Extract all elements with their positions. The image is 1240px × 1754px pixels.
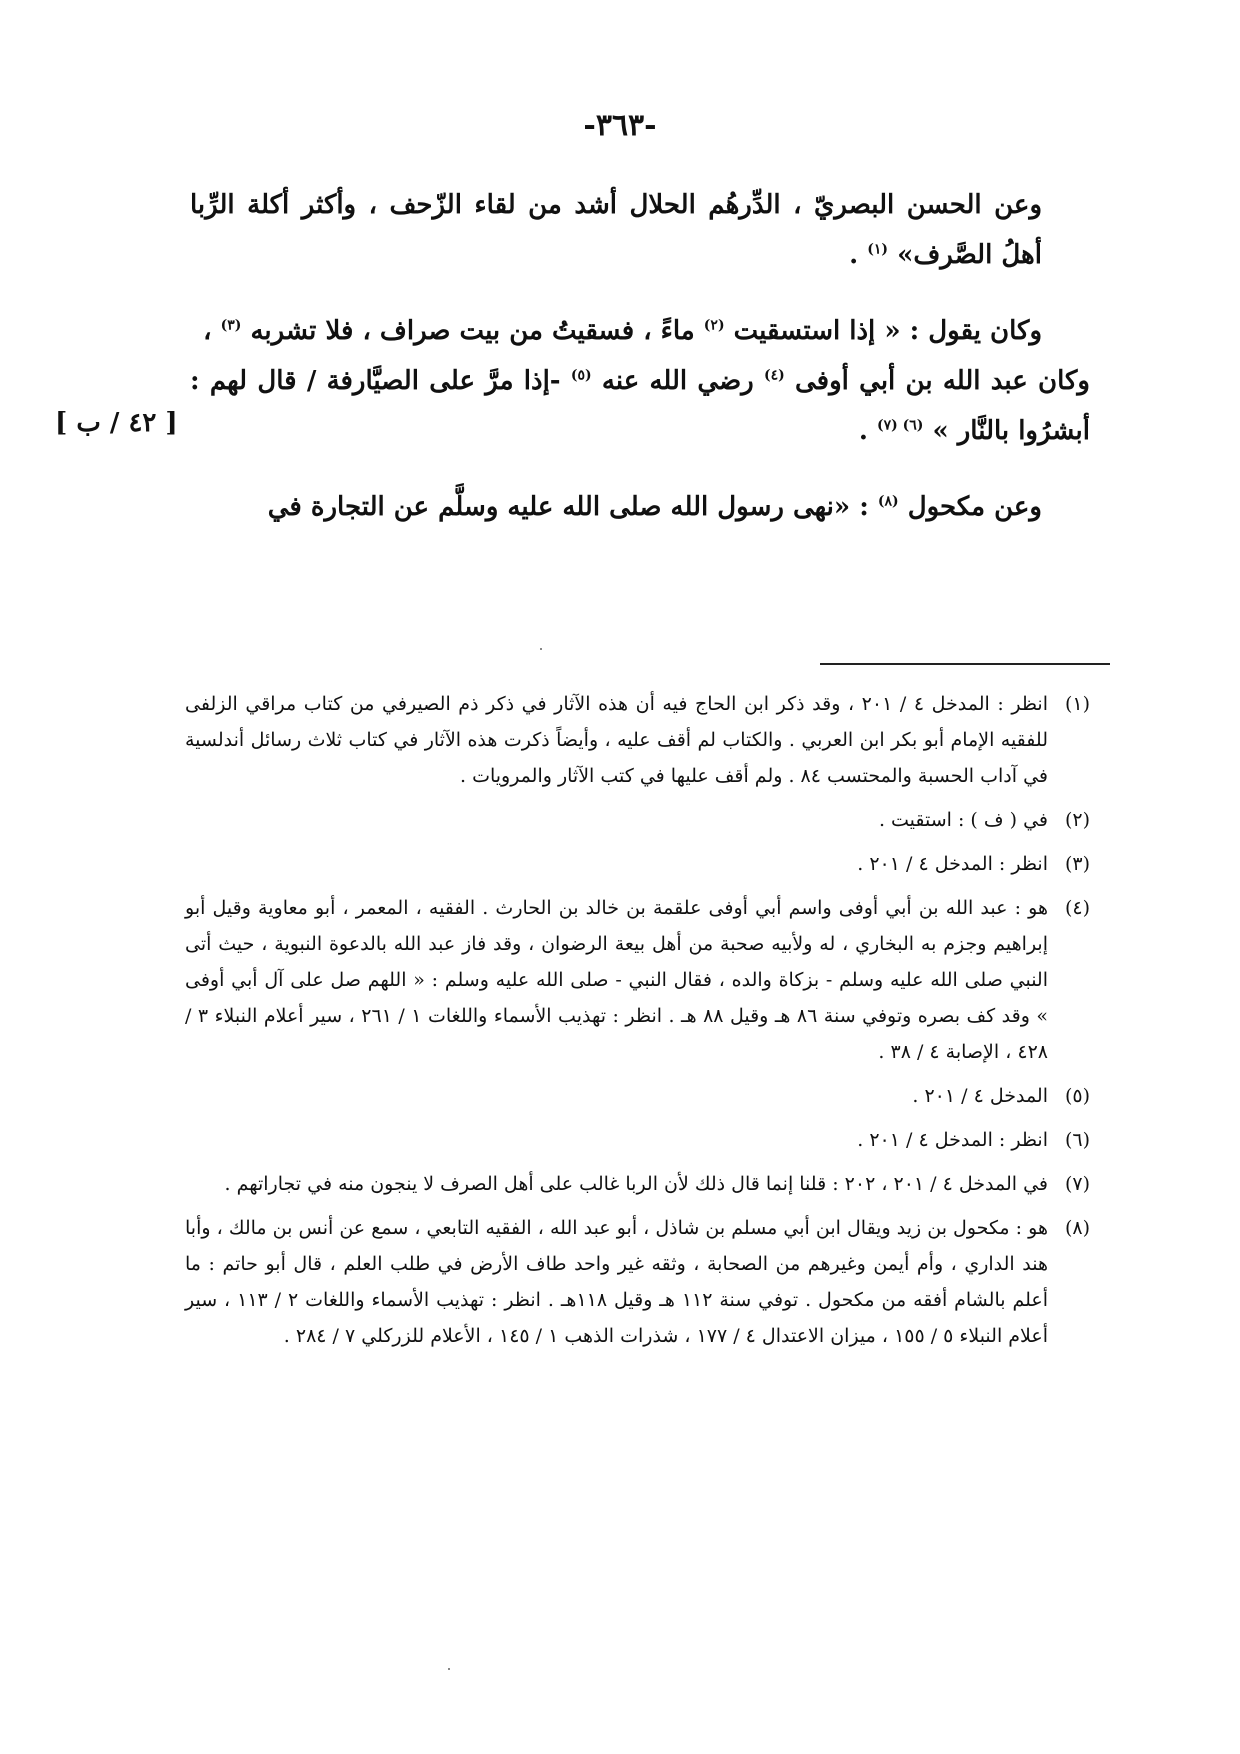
paragraph-text: وكان يقول : « إذا استسقيت (733, 316, 1042, 346)
punctuation: . (858, 416, 877, 446)
manuscript-folio-marker: [ ٤٢ / ب ] (55, 408, 178, 438)
paragraph-saying (190, 306, 1090, 356)
paragraph-text: : «نهى رسول الله صلى الله عليه وسلَّم عن التجارة في (267, 492, 878, 522)
punctuation: . (849, 240, 868, 270)
paragraph-text: ماءً ، فسقيتُ من بيت صراف ، فلا تشربه (250, 316, 704, 346)
footnote-number: (٦) (1064, 1129, 1090, 1151)
footnote-text: في ( ف ) : استقيت . (878, 809, 1048, 831)
footnote-number: (٨) (1064, 1217, 1090, 1239)
footnote-text: المدخل ٤ / ٢٠١ . (912, 1085, 1048, 1107)
main-text (190, 180, 1090, 558)
scan-speck (448, 1668, 450, 1670)
footnote-text: في المدخل ٤ / ٢٠١ ، ٢٠٢ : قلنا إنما قال ذلك لأن الربا غالب على أهل الصرف لا ينجون منه في تجاراتهم . (224, 1173, 1048, 1195)
paragraph-text: وكان عبد الله بن أبي أوفى (795, 366, 1090, 396)
footnote (185, 1166, 1090, 1202)
paragraph-makhul (190, 482, 1090, 532)
footnote-ref: (٣) (220, 317, 242, 334)
paragraph-text: -إذا مرَّ على الصيَّارفة / قال لهم : أبشرُوا بالنَّار » (190, 366, 1090, 446)
paragraph-text: وعن مكحول (907, 492, 1042, 522)
footnote (185, 890, 1090, 1070)
footnote-text: هو : مكحول بن زيد ويقال ابن أبي مسلم بن شاذل ، أبو عبد الله ، الفقيه التابعي ، سمع عن أنس بن مالك ، وأبا هند الداري ، وأم أيمن وغيرهم من الصحابة ، وثقه غير واحد طاف الأرض في طلب العلم ، قال أبو حاتم : ما أعلم بالشام أفقه من مكحول . توفي سنة ١١٢ هـ وقيل ١١٨هـ . انظر : تهذيب الأسماء واللغات ٢ / ١١٣ ، سير أعلام النبلاء ٥ / ١٥٥ ، ميزان الاعتدال ٤ / ١٧٧ ، شذرات الذهب ١ / ١٤٥ ، الأعلام للزركلي ٧ / ٢٨٤ . (185, 1217, 1048, 1347)
footnote-ref: (٨) (877, 493, 899, 510)
footnote (185, 1210, 1090, 1354)
footnote (185, 846, 1090, 882)
footnote-number: (٣) (1064, 853, 1090, 875)
footnote-number: (٤) (1064, 897, 1090, 919)
footnote (185, 802, 1090, 838)
footnotes (185, 686, 1090, 1362)
punctuation: ، (203, 316, 221, 346)
footnote-ref: (٥) (570, 367, 592, 384)
footnote (185, 1078, 1090, 1114)
paragraph-ibn-abi-awfa (190, 356, 1090, 456)
paragraph-text: رضي الله عنه (601, 366, 764, 396)
paragraph-hasan-basri (190, 180, 1090, 280)
footnote-number: (١) (1064, 693, 1090, 715)
footnote-ref: (١) (867, 241, 889, 258)
footnote-number: (٥) (1064, 1085, 1090, 1107)
footnote (185, 686, 1090, 794)
footnote-text: انظر : المدخل ٤ / ٢٠١ ، وقد ذكر ابن الحاج فيه أن هذه الآثار في ذكر ذم الصيرفي من كتاب مراقي الزلفى للفقيه الإمام أبو بكر ابن العربي . والكتاب لم أقف عليه ، وأيضاً ذكرت هذه الآثار في كتاب ثلاث رسائل أندلسية في آداب الحسبة والمحتسب ٨٤ . ولم أقف عليها في كتب الآثار والمرويات . (185, 693, 1049, 787)
footnote-number: (٧) (1064, 1173, 1090, 1195)
footnote-ref: (٦) (٧) (876, 417, 924, 434)
footnote-ref: (٢) (703, 317, 725, 334)
footnote (185, 1122, 1090, 1158)
paragraph-text: وعن الحسن البصريّ ، الدِّرهُم الحلال أشد من لقاء الزّحف ، وأكثر أكلة الرِّبا أهلُ الصَّرف» (190, 190, 1042, 270)
footnote-separator (820, 663, 1110, 665)
footnote-text: انظر : المدخل ٤ / ٢٠١ . (857, 853, 1048, 875)
footnote-ref: (٤) (763, 367, 785, 384)
scan-speck (540, 648, 542, 650)
footnote-text: انظر : المدخل ٤ / ٢٠١ . (857, 1129, 1048, 1151)
footnote-number: (٢) (1064, 809, 1090, 831)
page-number: -٣٦٣- (583, 108, 657, 143)
footnote-text: هو : عبد الله بن أبي أوفى واسم أبي أوفى علقمة بن خالد بن الحارث . الفقيه ، المعمر ، أبو معاوية وقيل أبو إبراهيم وجزم به البخاري ، له ولأبيه صحبة من أهل بيعة الرضوان ، وقد فاز عبد الله بالدعوة النبوية ، حيث أتى النبي صلى الله عليه وسلم - بزكاة والده ، فقال النبي - صلى الله عليه وسلم : « اللهم صل على آل أبي أوفى » وقد كف بصره وتوفي سنة ٨٦ هـ وقيل ٨٨ هـ . انظر : تهذيب الأسماء واللغات ١ / ٢٦١ ، سير أعلام النبلاء ٣ / ٤٢٨ ، الإصابة ٤ / ٣٨ . (185, 897, 1049, 1063)
